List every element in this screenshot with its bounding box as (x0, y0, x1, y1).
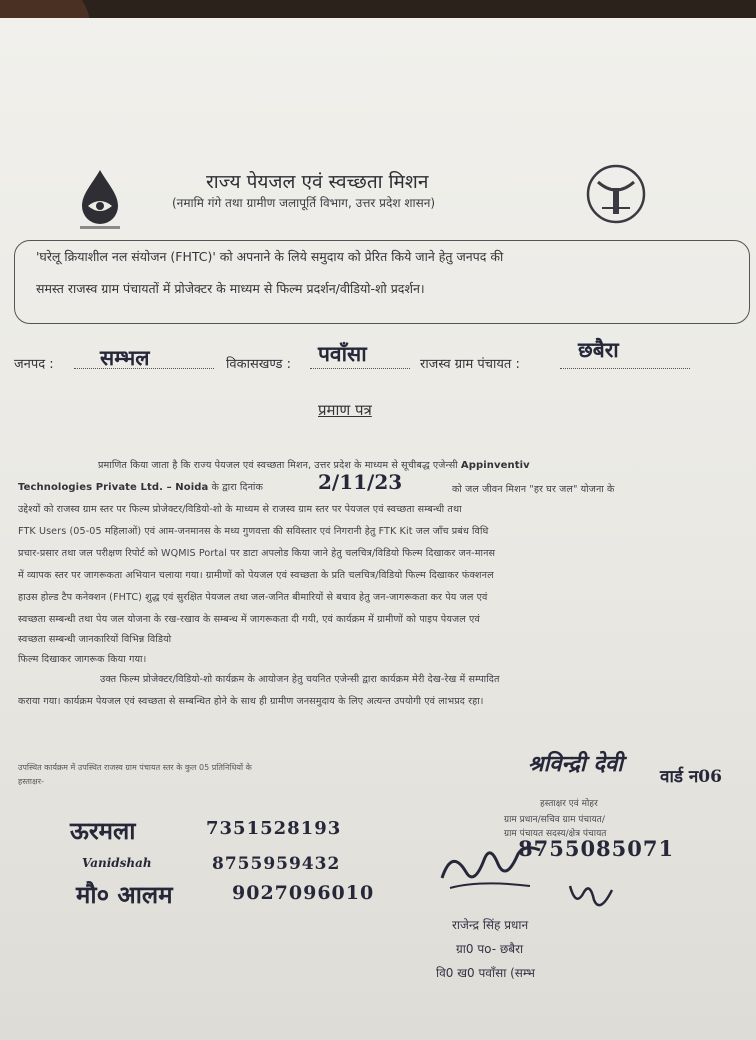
panchayat-label: राजस्व ग्राम पंचायत : (420, 357, 520, 372)
up-govt-emblem-icon (584, 158, 648, 232)
signer-name: श्रविन्द्री देवी (528, 751, 623, 777)
body-line-4: FTK Users (05-05 महिलाओं) एवं आम-जनमानस के मध्य गुणवत्ता की सविस्तार एवं निगरानी हेतु FTK Kit जल जाँच प्रबंध विधि (18, 526, 489, 537)
block-label: विकासखण्ड : (226, 357, 292, 372)
entry-1-phone: 7351528193 (206, 818, 342, 839)
initials-scribble-icon (566, 876, 616, 912)
body-line-1: प्रमाणित किया जाता है कि राज्य पेयजल एवं स्वच्छता मिशन, उत्तर प्रदेश के माध्यम से सूचीबद्ध एजेन्सी Appinventiv (98, 460, 530, 471)
district-value: सम्भल (100, 345, 150, 370)
stamp-line-3: वि0 ख0 पवाँसा (सम्भ (436, 966, 535, 980)
stamp-line-1: राजेन्द्र सिंह प्रधान (452, 918, 529, 932)
document-page (0, 18, 756, 1040)
block-dots (310, 368, 410, 369)
entry-2-name: Vanidshah (82, 856, 152, 870)
mission-subtitle: (नमामि गंगे तथा ग्रामीण जलापूर्ति विभाग, उत्तर प्रदेश शासन) (172, 196, 436, 210)
body-line-2: Technologies Private Ltd. – Noida के द्वारा दिनांक (18, 482, 263, 493)
sign-role-2: ग्राम पंचायत सदस्य/क्षेत्र पंचायत (504, 829, 607, 839)
sign-role-1: ग्राम प्रधान/सचिव ग्राम पंचायत/ (504, 815, 605, 825)
body-line-10: फिल्म दिखाकर जागरूक किया गया। (18, 654, 147, 665)
body-line-9: स्वच्छता सम्बन्धी जानकारियों विभिन्न विडियो (18, 634, 172, 645)
entry-3-name: मौ० आलम (76, 880, 173, 909)
attendance-line-1: उपस्थित कार्यक्रम में उपस्थित राजस्व ग्राम पंचायत स्तर के कुल 05 प्रतिनिधियों के (18, 763, 252, 772)
body-line-7: हाउस होल्ड टैप कनेक्शन (FHTC) शुद्ध एवं सुरक्षित पेयजल तथा जल-जनित बीमारियों से बचाव हेतु जन-जागरूकता कर पेय जल एवं (18, 592, 488, 603)
entry-1-name: ऊरमला (70, 816, 136, 845)
pradhan-phone: 8755085071 (518, 836, 675, 861)
signer-ward: वार्ड न06 (660, 767, 722, 787)
entry-3-phone: 9027096010 (232, 882, 375, 904)
panchayat-value: छबैरा (578, 337, 619, 362)
banner-line-2: समस्त राजस्व ग्राम पंचायतों में प्रोजेक्टर के माध्यम से फिल्म प्रदर्शन/वीडियो-शो प्रदर्शन। (36, 281, 425, 296)
sign-label: हस्ताक्षर एवं मोहर (540, 799, 598, 809)
jal-mission-logo-icon (74, 168, 126, 234)
body-line-8: स्वच्छता सम्बन्धी तथा पेय जल योजना के रख-रखाव के सम्बन्ध में जागरूकता दी गयी, एवं कार्यक्रम में ग्रामीणों को पाइप पेयजल एवं (18, 614, 480, 625)
program-date: 2/11/23 (318, 470, 403, 494)
mission-title: राज्य पेयजल एवं स्वच्छता मिशन (206, 171, 429, 193)
panchayat-dots (560, 368, 690, 369)
body-line-5: प्रचार-प्रसार तथा जल परीक्षण रिपोर्ट को WQMIS Portal पर डाटा अपलोड किया जाने हेतु चलचित्र/विडियो फिल्म दिखाकर जन-मानस (18, 548, 496, 559)
stamp-line-2: ग्रा0 पo- छबैरा (456, 942, 524, 956)
district-label: जनपद : (14, 357, 54, 372)
banner-line-1: 'घरेलू क्रियाशील नल संयोजन (FHTC)' को अपनाने के लिये समुदाय को प्रेरित किये जाने हेतु जनपद की (36, 249, 504, 264)
body-line-2b: को जल जीवन मिशन "हर घर जल" योजना के (452, 484, 615, 495)
body-line-12: कराया गया। कार्यक्रम पेयजल एवं स्वच्छता से सम्बन्धित होने के साथ ही ग्रामीण जनसमुदाय के लिए अत्यन्त उपयोगी एवं लाभप्रद रहा। (18, 696, 484, 707)
attendance-line-2: हस्ताक्षर- (18, 777, 44, 786)
certificate-heading: प्रमाण पत्र (318, 401, 372, 419)
block-value: पवाँसा (318, 341, 367, 366)
entry-2-phone: 8755959432 (212, 854, 341, 874)
body-line-11: उक्त फिल्म प्रोजेक्टर/विडियो-शो कार्यक्रम के आयोजन हेतु चयनित एजेन्सी द्वारा कार्यक्रम मेरी देख-रेख में सम्पादित (100, 674, 500, 685)
body-line-6: में व्यापक स्तर पर जागरूकता अभियान चलाया गया। ग्रामीणों को पेयजल एवं स्वच्छता के प्रति चलचित्र/विडियो फिल्म दिखाकर फंक्शनल (18, 570, 494, 581)
body-line-3: उद्देश्यों को राजस्व ग्राम स्तर पर फिल्म प्रोजेक्टर/विडियो-शो के माध्यम से राजस्व ग्राम स्तर पर पेयजल एवं स्वच्छता सम्बन्धी तथा (18, 504, 462, 515)
